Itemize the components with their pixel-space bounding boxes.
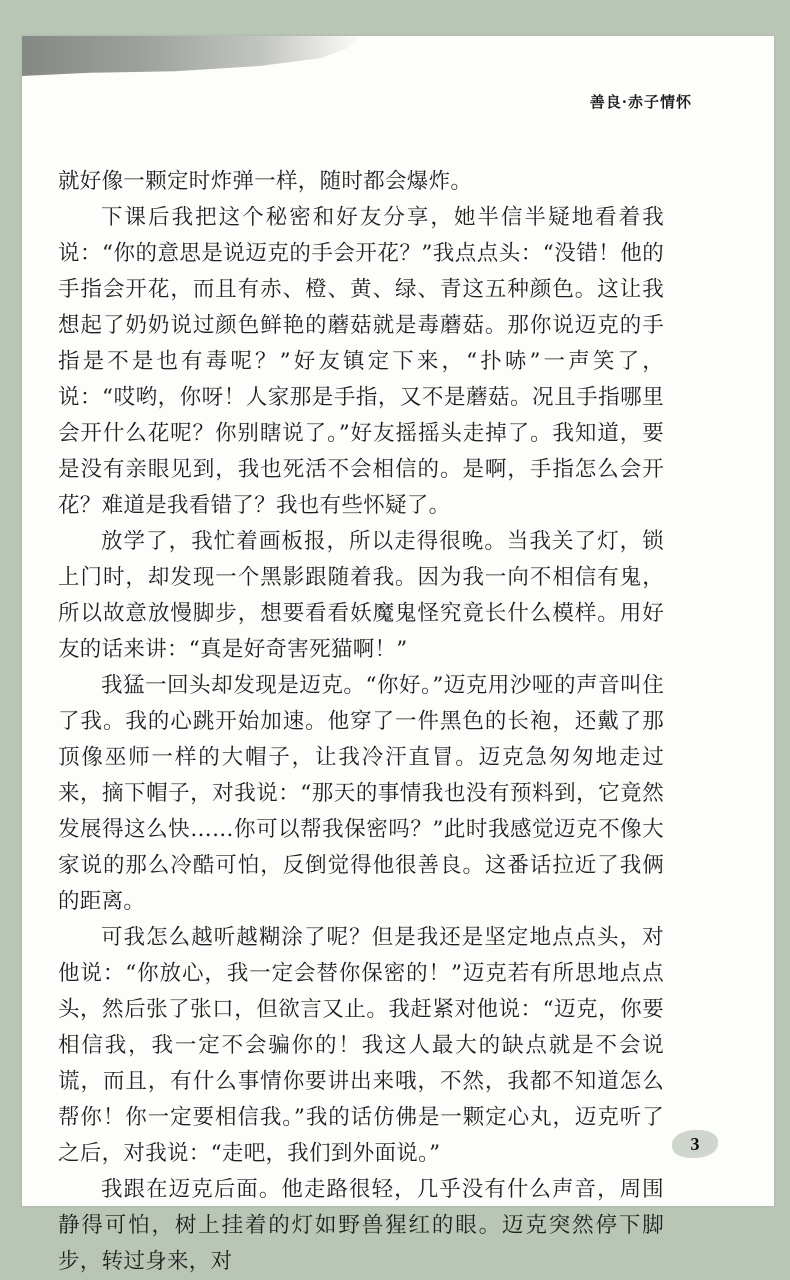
paragraph-6: 我跟在迈克后面。他走路很轻，几乎没有什么声音，周围静得可怕，树上挂着的灯如野兽猩红的眼。迈克突然停下脚步，转过身来，对 xyxy=(58,1177,664,1274)
page-number: 3 xyxy=(672,1130,718,1158)
paragraph-4: 我猛一回头却发现是迈克。“你好。”迈克用沙哑的声音叫住了我。我的心跳开始加速。他穿了一件黑色的长袍，还戴了那顶像巫师一样的大帽子，让我冷汗直冒。迈克急匆匆地走过来，摘下帽子，对我说：“那天的事情我也没有预料到，它竟然发展得这么快……你可以帮我保密吗？”此时我感觉迈克不像大家说的那么冷酷可怕，反倒觉得他很善良。这番话拉近了我俩的距离。 xyxy=(58,673,664,914)
paragraph-5: 可我怎么越听越糊涂了呢？但是我还是坚定地点点头，对他说：“你放心，我一定会替你保密的！”迈克若有所思地点点头，然后张了张口，但欲言又止。我赶紧对他说：“迈克，你要相信我，我一定不会骗你的！我这人最大的缺点就是不会说谎，而且，有什么事情你要讲出来哦，不然，我都不知道怎么帮你！你一定要相信我。”我的话仿佛是一颗定心丸，迈克听了之后，对我说：“走吧，我们到外面说。” xyxy=(58,925,664,1166)
paragraph-3: 放学了，我忙着画板报，所以走得很晚。当我关了灯，锁上门时，却发现一个黑影跟随着我。因为我一向不相信有鬼，所以故意放慢脚步，想要看看妖魔鬼怪究竟长什么模样。用好友的话来讲：“真是好奇害死猫啊！” xyxy=(58,529,664,662)
brush-stroke-decoration xyxy=(22,36,362,76)
paragraph-2: 下课后我把这个秘密和好友分享，她半信半疑地看着我说：“你的意思是说迈克的手会开花？”我点点头：“没错！他的手指会开花，而且有赤、橙、黄、绿、青这五种颜色。这让我想起了奶奶说过颜色鲜艳的蘑菇就是毒蘑菇。那你说迈克的手指是不是也有毒呢？”好友镇定下来，“扑哧”一声笑了，说：“哎哟，你呀！人家那是手指，又不是蘑菇。况且手指哪里会开什么花呢？你别瞎说了。”好友摇摇头走掉了。我知道，要是没有亲眼见到，我也死活不会相信的。是啊，手指怎么会开花？难道是我看错了？我也有些怀疑了。 xyxy=(58,205,664,518)
chapter-header: 善良·赤子情怀 xyxy=(589,93,692,111)
book-page xyxy=(22,36,774,1274)
body-text xyxy=(58,164,664,1280)
paragraph-1: 就好像一颗定时炸弹一样，随时都会爆炸。 xyxy=(58,169,473,194)
